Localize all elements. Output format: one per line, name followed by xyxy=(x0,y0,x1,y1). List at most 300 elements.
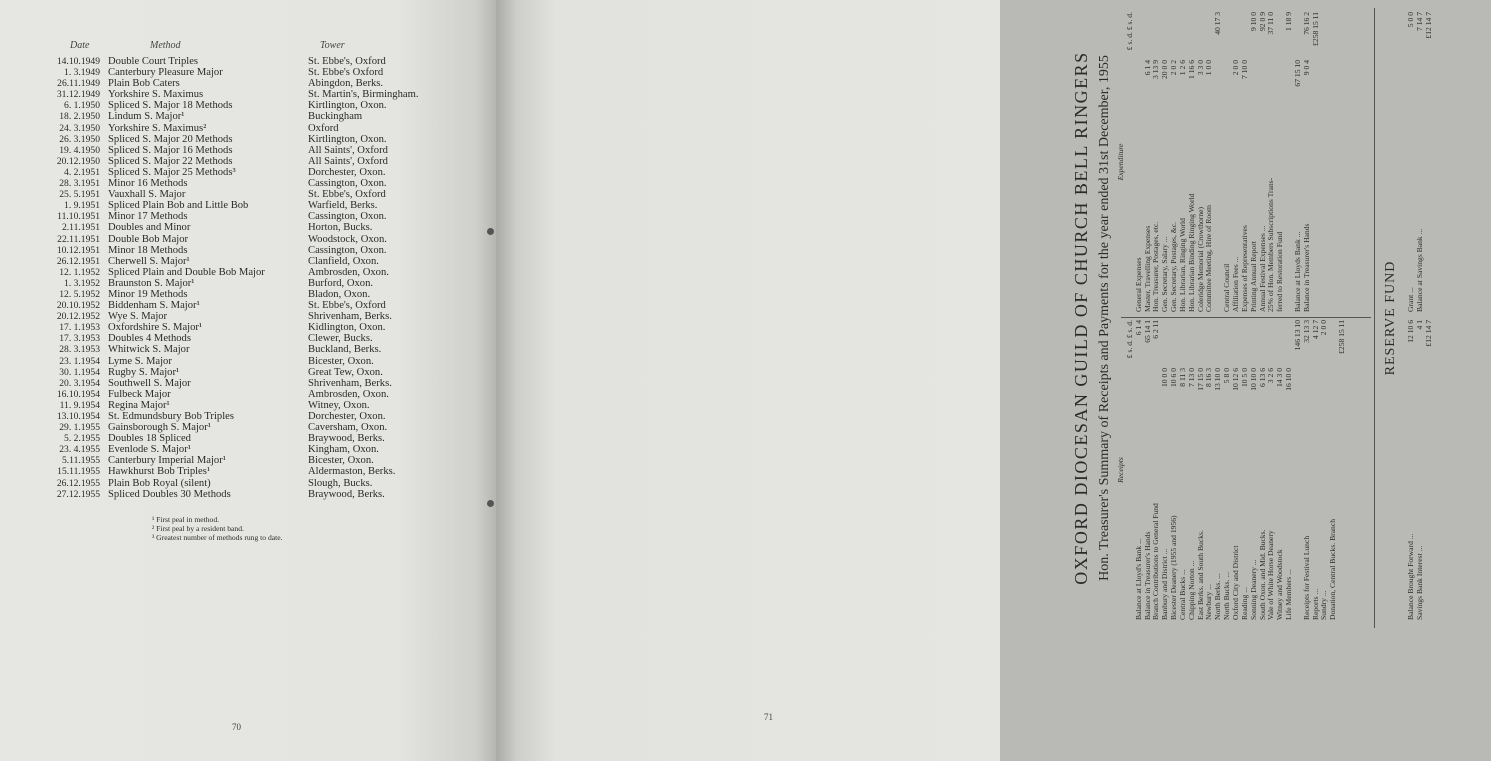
account-total xyxy=(1197,320,1206,368)
account-row xyxy=(1312,320,1321,620)
peal-tower: St. Ebbe's, Oxford xyxy=(308,189,386,201)
peal-date: 1. 9.1951 xyxy=(64,200,100,212)
peal-row xyxy=(44,256,474,267)
account-label: 25% of Hon. Members Subscriptions Trans- xyxy=(1266,177,1276,312)
peal-row xyxy=(44,245,474,256)
peal-date: 26.12.1951 xyxy=(56,255,100,267)
peal-row xyxy=(44,444,474,455)
peal-date: 22.11.1951 xyxy=(57,233,100,245)
peal-date: 31.12.1949 xyxy=(56,89,100,101)
peal-method: St. Edmundsbury Bob Triples xyxy=(108,411,234,422)
peal-tower: Kirtlington, Oxon. xyxy=(308,100,387,112)
account-value: 20 0 0 xyxy=(1160,60,1170,79)
account-value: 1 16 6 xyxy=(1186,60,1196,79)
peal-row xyxy=(44,489,474,500)
peal-method: Spliced Doubles 30 Methods xyxy=(108,488,231,500)
peal-method: Lyme S. Major xyxy=(108,355,172,367)
peal-tower: Kingham, Oxon. xyxy=(308,444,379,456)
expenditure-total: £258 15 11 xyxy=(1310,12,1320,46)
expenditure-heading: Expenditure xyxy=(1116,143,1125,181)
account-total xyxy=(1188,320,1197,368)
peal-date: 23. 1.1954 xyxy=(59,355,100,367)
account-label: Oxford City and District xyxy=(1230,545,1240,620)
section-rule xyxy=(1374,8,1375,628)
peal-tower: Shrivenham, Berks. xyxy=(308,377,392,389)
account-total: 146 13 10 xyxy=(1292,320,1302,351)
peal-row xyxy=(44,156,474,167)
peal-date: 29. 1.1955 xyxy=(59,422,100,434)
peal-tower: Burford, Oxon. xyxy=(308,277,374,289)
account-value xyxy=(1329,368,1338,416)
peal-method: Southwell S. Major xyxy=(108,377,191,389)
account-value: 3 13 9 xyxy=(1151,60,1161,79)
expenditure-column xyxy=(1117,12,1320,312)
right-page xyxy=(496,0,1433,761)
account-total: 40 17 3 xyxy=(1213,12,1223,35)
peal-date: 1. 3.1949 xyxy=(64,67,100,79)
account-row xyxy=(1197,320,1206,620)
footnote: ¹ First peal in method. xyxy=(152,515,220,524)
peal-date: 25. 5.1951 xyxy=(59,189,100,201)
account-value: 5 8 0 xyxy=(1222,368,1232,384)
account-total xyxy=(1250,320,1259,368)
peal-tower: Ambrosden, Oxon. xyxy=(308,266,389,278)
account-total xyxy=(1232,320,1241,368)
rotated-accounts xyxy=(1071,8,1491,628)
peal-row xyxy=(44,211,474,222)
peal-tower: Buckingham xyxy=(308,111,363,123)
peal-tower: Caversham, Oxon. xyxy=(308,422,388,434)
account-label: Life Members ... xyxy=(1284,569,1294,620)
peal-row xyxy=(44,78,474,89)
guild-title: OXFORD DIOCESAN GUILD OF CHURCH BELL RINGERS xyxy=(1071,51,1091,585)
peal-tower: Braywood, Berks. xyxy=(308,433,385,445)
peal-tower: St. Ebbe's Oxford xyxy=(308,67,384,79)
peal-row xyxy=(44,67,474,78)
account-label: Central Bucks ... xyxy=(1177,569,1187,620)
peal-method: Spliced Plain and Double Bob Major xyxy=(108,266,265,278)
account-value xyxy=(1312,368,1321,416)
reserve-row: Savings Bank Interest ... 4 1 xyxy=(1414,320,1424,620)
peal-tower: All Saints', Oxford xyxy=(308,144,388,156)
account-label: Chipping Norton ... xyxy=(1186,560,1196,620)
account-total: 1 18 9 xyxy=(1284,12,1294,31)
peal-row xyxy=(44,89,474,100)
peal-method: Fulbeck Major xyxy=(108,388,171,400)
account-value: 67 15 10 xyxy=(1292,60,1302,87)
peal-tower: St. Ebbe's, Oxford xyxy=(308,56,386,67)
account-total xyxy=(1188,12,1197,60)
account-row xyxy=(1205,12,1214,312)
account-label: Banbury and District ... xyxy=(1160,548,1170,620)
peal-tower: St. Ebbe's, Oxford xyxy=(308,300,386,312)
peal-tower: Kidlington, Oxon. xyxy=(308,322,386,334)
peal-date: 11.10.1951 xyxy=(57,211,100,223)
account-value xyxy=(1267,60,1276,108)
account-value: 10 12 6 xyxy=(1230,368,1240,391)
receipts-rows xyxy=(1135,320,1338,620)
peal-tower: Slough, Bucks. xyxy=(308,477,373,489)
account-value xyxy=(1144,368,1153,416)
peal-tower: Cassington, Oxon. xyxy=(308,211,387,223)
peal-row xyxy=(44,333,474,344)
peal-tower: Horton, Bucks. xyxy=(308,222,373,234)
account-total xyxy=(1214,320,1223,368)
peal-row xyxy=(44,167,474,178)
account-value xyxy=(1259,60,1268,108)
peal-row xyxy=(44,433,474,444)
peal-row xyxy=(44,145,474,156)
peal-tower: St. Martin's, Birmingham. xyxy=(308,89,419,101)
peal-row xyxy=(44,466,474,477)
account-label: Reading ... xyxy=(1239,587,1249,620)
reserve-payments xyxy=(1407,12,1434,312)
peal-tower: Witney, Oxon. xyxy=(308,399,370,411)
account-value: 8 16 3 xyxy=(1204,368,1214,387)
peal-row xyxy=(44,400,474,411)
peal-method: Spliced S. Major 25 Methods³ xyxy=(108,166,236,178)
column-divider xyxy=(1121,317,1371,318)
peal-method: Yorkshire S. Maximus xyxy=(108,89,204,101)
binding-hole xyxy=(487,500,494,507)
peal-date: 12. 1.1952 xyxy=(59,266,100,278)
peal-date: 17. 1.1953 xyxy=(59,322,100,334)
peal-date: 26.12.1955 xyxy=(56,477,100,489)
peal-date: 14.10.1949 xyxy=(56,56,100,67)
peal-date: 12. 5.1952 xyxy=(59,288,100,300)
page-number-left: 70 xyxy=(232,722,241,732)
account-row xyxy=(1329,320,1338,620)
account-label: Sonning Deanery ... xyxy=(1248,559,1258,620)
peal-table-body xyxy=(44,56,474,500)
peal-method: Double Court Triples xyxy=(108,56,199,67)
peal-row xyxy=(44,178,474,189)
account-total xyxy=(1161,12,1170,60)
peal-tower: Dorchester, Oxon. xyxy=(308,411,386,422)
peal-method: Doubles 4 Methods xyxy=(108,333,191,345)
account-total xyxy=(1223,12,1232,60)
account-total: 4 12 7 xyxy=(1310,320,1320,339)
peal-method: Spliced S. Major 20 Methods xyxy=(108,133,233,145)
summary-subtitle: Hon. Treasurer's Summary of Receipts and Payments for the year ended 31st December, 1955 xyxy=(1097,55,1112,581)
account-label: Balance at Lloyds Bank ... xyxy=(1292,231,1302,312)
account-total: 32 13 3 xyxy=(1301,320,1311,343)
account-label: Receipts for Festival Lunch xyxy=(1301,535,1311,620)
reserve-row: Balance at Savings Bank ... 7 14 7 xyxy=(1414,12,1424,312)
peal-method: Wye S. Major xyxy=(108,311,168,323)
account-value: 6 13 6 xyxy=(1257,368,1267,387)
account-label: Balance in Treasurer's Hands xyxy=(1301,223,1311,312)
account-total xyxy=(1170,12,1179,60)
peal-date: 27.12.1955 xyxy=(56,488,100,500)
peal-row xyxy=(44,378,474,389)
peal-row xyxy=(44,356,474,367)
peal-tower: Shrivenham, Berks. xyxy=(308,311,392,323)
account-value xyxy=(1135,368,1144,416)
peal-tower: Dorchester, Oxon. xyxy=(308,166,386,178)
peal-row xyxy=(44,200,474,211)
peal-method: Yorkshire S. Maximus² xyxy=(108,122,207,134)
footnote: ² First peal by a resident band. xyxy=(152,524,244,533)
account-label: Committee Meeting, Hire of Room xyxy=(1204,205,1214,312)
reserve-total-row xyxy=(1425,12,1434,312)
account-value: 10 6 0 xyxy=(1169,368,1179,387)
peal-tower: Cassington, Oxon. xyxy=(308,178,387,190)
account-label: Vale of White Horse Deanery xyxy=(1266,530,1276,620)
peal-row xyxy=(44,311,474,322)
peal-method: Oxfordshire S. Major¹ xyxy=(108,322,203,334)
peal-method: Cherwell S. Major¹ xyxy=(108,255,190,267)
peal-date: 23. 4.1955 xyxy=(59,444,100,456)
account-label: North Bucks. ... xyxy=(1222,571,1232,620)
account-value: 2 0 0 xyxy=(1230,60,1240,76)
account-value: 16 10 0 xyxy=(1284,368,1294,391)
peal-date: 4. 2.1951 xyxy=(64,166,100,178)
account-value: 10 5 0 xyxy=(1239,368,1249,387)
peal-date: 24. 3.1950 xyxy=(59,122,100,134)
peal-row xyxy=(44,455,474,466)
money-header: £ s. d. £ s. d. xyxy=(1124,320,1134,359)
peal-date: 19. 4.1950 xyxy=(59,144,100,156)
peal-tower: Oxford xyxy=(308,122,339,134)
peal-date: 20.10.1952 xyxy=(56,300,100,312)
peal-method: Spliced S. Major 16 Methods xyxy=(108,144,233,156)
peal-method: Doubles and Minor xyxy=(108,222,191,234)
peal-date: 26.11.1949 xyxy=(57,78,100,90)
money-header: £ s. d. £ s. d. xyxy=(1124,12,1134,51)
account-row xyxy=(1303,320,1312,620)
method-header: Method xyxy=(150,40,181,51)
account-value xyxy=(1214,60,1223,108)
account-total xyxy=(1205,320,1214,368)
peal-date: 5. 2.1955 xyxy=(64,433,100,445)
account-label: North Berks. ... xyxy=(1213,573,1223,620)
account-total: 6 2 11 xyxy=(1151,320,1161,339)
account-label: General Expenses xyxy=(1133,257,1143,312)
receipts-heading: Receipts xyxy=(1116,457,1125,483)
peal-tower: Braywood, Berks. xyxy=(308,488,385,500)
account-total: 92 0 9 xyxy=(1257,12,1267,31)
account-total: 65 14 1 xyxy=(1142,320,1152,343)
account-total: 2 0 0 xyxy=(1319,320,1329,336)
account-value: 17 15 0 xyxy=(1195,368,1205,391)
peal-date: 16.10.1954 xyxy=(56,388,100,400)
reserve-payments-total: £12 14 7 xyxy=(1423,12,1433,39)
account-value: 9 0 4 xyxy=(1301,60,1311,76)
account-total xyxy=(1232,12,1241,60)
account-value: 8 11 3 xyxy=(1177,368,1187,387)
peal-method: Doubles 18 Spliced xyxy=(108,433,191,445)
reserve-row: Balance Brought Forward ... 12 10 6 xyxy=(1406,320,1415,620)
peal-method: Minor 16 Methods xyxy=(108,178,188,190)
footnotes xyxy=(152,515,283,542)
peal-method: Minor 19 Methods xyxy=(108,288,188,300)
account-total: 6 1 4 xyxy=(1133,320,1143,336)
peal-date: 17. 3.1953 xyxy=(59,333,100,345)
peal-tower: Bicester, Oxon. xyxy=(308,455,374,467)
peal-tower: Cassington, Oxon. xyxy=(308,244,387,256)
peal-table xyxy=(44,56,474,500)
peal-tower: Great Tew, Oxon. xyxy=(308,366,383,378)
account-total xyxy=(1276,320,1285,368)
peal-row xyxy=(44,367,474,378)
account-value xyxy=(1276,60,1285,108)
peal-date: 26. 3.1950 xyxy=(59,133,100,145)
peal-tower: Clanfield, Oxon. xyxy=(308,255,379,267)
peal-date: 6. 1.1950 xyxy=(64,100,100,112)
peal-row xyxy=(44,289,474,300)
receipts-column xyxy=(1117,320,1347,620)
peal-method: Spliced Plain Bob and Little Bob xyxy=(108,200,249,212)
account-label: Donation, Central Bucks. Branch xyxy=(1328,518,1338,620)
reserve-row: Grant ... 5 0 0 xyxy=(1406,12,1415,312)
account-row xyxy=(1232,320,1241,620)
peal-method: Minor 18 Methods xyxy=(108,244,188,256)
peal-method: Hawkhurst Bob Triples¹ xyxy=(108,466,211,478)
account-row xyxy=(1303,12,1312,312)
peal-row xyxy=(44,344,474,355)
receipts-total: £258 15 11 xyxy=(1337,320,1347,354)
footnote: ³ Greatest number of methods rung to date. xyxy=(152,533,283,542)
account-total xyxy=(1197,12,1206,60)
account-value: 13 10 0 xyxy=(1213,368,1223,391)
account-label: Expenses of Representatives xyxy=(1239,225,1249,312)
account-row xyxy=(1285,320,1294,620)
account-label: Branch Contributions to General Fund xyxy=(1151,503,1161,620)
peal-row xyxy=(44,411,474,422)
account-label: East Berks. and South Bucks. xyxy=(1195,530,1205,620)
peal-date: 2.11.1951 xyxy=(61,222,100,234)
peal-method: Braunston S. Major¹ xyxy=(108,277,195,289)
peal-tower: Aldermaston, Berks. xyxy=(308,466,396,478)
peal-method: Spliced S. Major 18 Methods xyxy=(108,100,233,112)
account-label: Newbury ... xyxy=(1204,584,1214,620)
account-label: Hon. Librarian, Ringing World xyxy=(1177,218,1187,312)
peal-tower: Woodstock, Oxon. xyxy=(308,233,387,245)
peal-row xyxy=(44,234,474,245)
peal-method: Biddenham S. Major¹ xyxy=(108,300,200,312)
tower-header: Tower xyxy=(320,40,345,51)
peal-row xyxy=(44,478,474,489)
account-total xyxy=(1144,12,1153,60)
left-page xyxy=(0,0,496,761)
account-total xyxy=(1170,320,1179,368)
account-label: Gen. Secretary, Salary ... xyxy=(1160,236,1170,312)
account-label: South Oxon. and Mid. Bucks. xyxy=(1257,529,1267,620)
receipts-total-row xyxy=(1338,320,1347,620)
peal-method: Gainsborough S. Major¹ xyxy=(108,422,211,434)
account-total xyxy=(1152,12,1161,60)
account-label: Sundry ... xyxy=(1319,590,1329,620)
peal-date: 20.12.1950 xyxy=(56,155,100,167)
account-label: Gen. Secretary, Postages, &c. xyxy=(1169,222,1179,312)
account-total: 37 11 0 xyxy=(1266,12,1276,35)
peal-row xyxy=(44,267,474,278)
peal-method: Lindum S. Major¹ xyxy=(108,111,185,123)
account-total xyxy=(1135,12,1144,60)
account-total: 9 10 0 xyxy=(1248,12,1258,31)
peal-tower: Bladon, Oxon. xyxy=(308,288,371,300)
account-value xyxy=(1303,368,1312,416)
peal-method: Regina Major¹ xyxy=(108,399,170,411)
account-label: ferred to Restoration Fund xyxy=(1275,231,1285,312)
peal-tower: Warfield, Berks. xyxy=(308,200,378,212)
peal-tower: Kirtlington, Oxon. xyxy=(308,133,387,145)
peal-tower: Buckland, Berks. xyxy=(308,344,382,356)
peal-tower: Clewer, Bucks. xyxy=(308,333,373,345)
expenditure-rows xyxy=(1135,12,1312,312)
expenditure-total-row xyxy=(1312,12,1321,312)
peal-row xyxy=(44,123,474,134)
peal-row xyxy=(44,222,474,233)
account-total: 76 16 2 xyxy=(1301,12,1311,35)
account-total xyxy=(1179,12,1188,60)
peal-tower: Ambrosden, Oxon. xyxy=(308,388,389,400)
peal-method: Canterbury Imperial Major¹ xyxy=(108,455,226,467)
account-value xyxy=(1320,368,1329,416)
peal-row xyxy=(44,389,474,400)
account-total xyxy=(1259,320,1268,368)
peal-tower: All Saints', Oxford xyxy=(308,155,388,167)
peal-date: 28. 3.1951 xyxy=(59,178,100,190)
reserve-fund-title: RESERVE FUND xyxy=(1383,260,1398,376)
account-value xyxy=(1250,60,1259,108)
account-label: Balance at Lloyd's Bank ... xyxy=(1133,538,1143,620)
peal-method: Plain Bob Caters xyxy=(108,78,180,90)
account-label: Hon. Treasurer, Postages, etc. xyxy=(1151,221,1161,312)
peal-row xyxy=(44,422,474,433)
account-total xyxy=(1223,320,1232,368)
account-label: Bicester Deanery (1955 and 1956) xyxy=(1169,515,1179,620)
peal-date: 28. 3.1953 xyxy=(59,344,100,356)
peal-method: Double Bob Major xyxy=(108,233,189,245)
account-value: 10 10 0 xyxy=(1248,368,1258,391)
peal-method: Canterbury Pleasure Major xyxy=(108,67,223,79)
account-value: 6 1 4 xyxy=(1142,60,1152,76)
peal-date: 13.10.1954 xyxy=(56,411,100,422)
peal-method: Whitwick S. Major xyxy=(108,344,190,356)
account-value: 1 0 0 xyxy=(1204,60,1214,76)
account-label: Balance in Treasurer's Hands xyxy=(1142,531,1152,620)
peal-row xyxy=(44,322,474,333)
account-label: Reports ... xyxy=(1310,588,1320,620)
peal-date: 15.11.1955 xyxy=(57,466,100,478)
peal-date: 20. 3.1954 xyxy=(59,377,100,389)
account-value: 7 10 0 xyxy=(1239,60,1249,79)
reserve-total-row xyxy=(1425,320,1434,620)
peal-date: 11. 9.1954 xyxy=(59,399,100,411)
peal-row xyxy=(44,278,474,289)
account-value: 7 13 0 xyxy=(1186,368,1196,387)
peal-row xyxy=(44,56,474,67)
binding-hole xyxy=(487,228,494,235)
account-total xyxy=(1241,320,1250,368)
peal-method: Evenlode S. Major¹ xyxy=(108,444,191,456)
account-label: Annual Festival Expenses ... xyxy=(1257,225,1267,312)
account-value: 14 3 0 xyxy=(1275,368,1285,387)
account-label: Master, Travelling Expenses xyxy=(1142,225,1152,312)
account-value: 3 2 6 xyxy=(1266,368,1276,384)
reserve-receipts xyxy=(1407,320,1434,620)
account-total xyxy=(1161,320,1170,368)
date-header: Date xyxy=(70,40,90,51)
peal-method: Plain Bob Royal (silent) xyxy=(108,477,211,489)
account-value: 2 0 2 xyxy=(1169,60,1179,76)
peal-date: 10.12.1951 xyxy=(56,244,100,256)
account-label: Coleridge Memorial (Crowthorne) xyxy=(1195,206,1205,312)
account-label: Affiliation Fees ... xyxy=(1230,256,1240,312)
peal-date: 18. 2.1950 xyxy=(59,111,100,123)
